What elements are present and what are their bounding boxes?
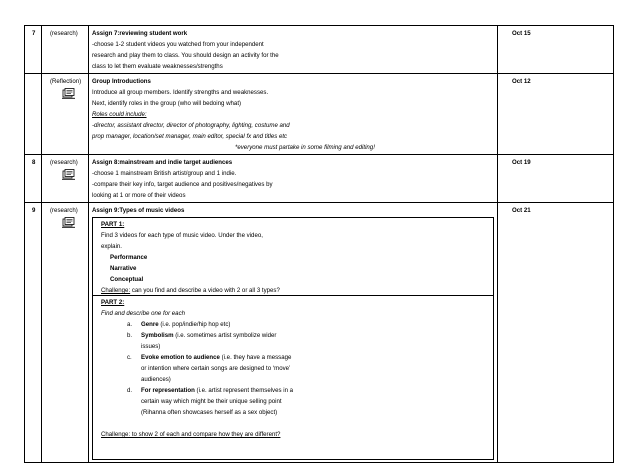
assignment-line: -choose 1 mainstream British artist/group and 1 indie. — [92, 170, 237, 177]
row-number: 7 — [25, 26, 42, 74]
roles-line: prop manager, location/set manager, main editor, special fx and titles etc — [92, 133, 288, 140]
video-type: Conceptual — [110, 276, 144, 283]
part1-line: explain. — [101, 243, 123, 250]
assignment-cell — [89, 74, 498, 155]
assignment-schedule-table — [24, 25, 614, 463]
assignment-title: Assign 9:Types of music videos — [92, 207, 185, 214]
row-number: 9 — [25, 203, 42, 463]
assignment-cell — [89, 26, 498, 74]
item-text-cont: issues) — [141, 343, 161, 350]
activity-type-cell — [42, 155, 89, 203]
activity-type-cell — [42, 203, 89, 463]
assignment-title: Assign 7:reviewing student work — [92, 30, 188, 37]
list-item — [101, 330, 493, 352]
assignment-line: research and play them to class. You should design an activity for the — [92, 52, 279, 59]
item-text-cont: certain way which might be their unique selling point — [141, 398, 282, 405]
item-title: Symbolism — [141, 332, 174, 339]
item-text: (i.e. artist represent themselves in a — [194, 387, 294, 394]
video-type: Narrative — [110, 265, 137, 272]
item-letter: c. — [127, 354, 132, 361]
table-row — [25, 203, 614, 463]
filming-note: *everyone must partake in some filming and editing! — [235, 144, 375, 151]
list-item — [101, 385, 493, 418]
assignment-line: looking at 1 or more of their videos — [92, 192, 186, 199]
part1-heading: PART 1: — [101, 221, 125, 228]
item-text-cont: or intention where certain songs are designed to ‘move’ — [141, 365, 291, 372]
assignment-line: Next, identify roles in the group (who will bedoing what) — [92, 100, 242, 107]
challenge-text: can you find and describe a video with 2 or all 3 types? — [130, 287, 280, 294]
assignment-cell — [89, 155, 498, 203]
handout-icon — [62, 169, 76, 181]
item-text-cont: (Rihanna often showcases herself as a sex object) — [141, 409, 278, 416]
table-row — [25, 155, 614, 203]
assignment-line: class to let them evaluate weaknesses/strengths — [92, 63, 223, 70]
assignment-title: Group Introductions — [92, 78, 151, 85]
item-title: Genre — [141, 321, 159, 328]
list-item — [101, 319, 493, 330]
activity-type: (Reflection) — [50, 78, 82, 85]
item-title: Evoke emotion to audience — [141, 354, 220, 361]
item-title: For representation — [141, 387, 195, 394]
part2-list — [101, 319, 493, 418]
part1-challenge — [101, 285, 493, 296]
row-number: 8 — [25, 155, 42, 203]
due-date: Oct 21 — [498, 203, 614, 463]
table-row — [25, 26, 614, 74]
assignment-line: -choose 1-2 student videos you watched from your independent — [92, 41, 264, 48]
table-row — [25, 74, 614, 155]
handout-icon — [62, 88, 76, 100]
item-text: (i.e. sometimes artist symbolize wider — [173, 332, 277, 339]
list-item — [101, 352, 493, 385]
due-date: Oct 15 — [498, 26, 614, 74]
activity-type: (research) — [42, 26, 89, 74]
activity-type: (research) — [50, 159, 78, 166]
assignment-cell — [89, 203, 498, 463]
due-date: Oct 12 — [498, 74, 614, 155]
part1-box — [92, 217, 494, 296]
part2-challenge: Challenge: to show 2 of each and compare how they are different? — [101, 431, 281, 438]
activity-type: (research) — [50, 207, 78, 214]
video-type: Performance — [110, 254, 148, 261]
assignment-title: Assign 8:mainstream and indie target audiences — [92, 159, 233, 166]
item-text: (i.e. pop/indie/hip hop etc) — [158, 321, 231, 328]
item-text-cont: audiences) — [141, 376, 171, 383]
activity-type-cell — [42, 74, 89, 155]
roles-line: -director, assistant director, director of photography, lighting, costume and — [92, 122, 290, 129]
item-letter: d. — [127, 387, 133, 394]
item-letter: a. — [127, 321, 133, 328]
assignment-line: -compare their key info, target audience and positives/negatives by — [92, 181, 273, 188]
part2-heading: PART 2: — [101, 299, 125, 306]
handout-icon — [62, 217, 76, 229]
assignment-line: Introduce all group members. Identify strengths and weaknesses. — [92, 89, 269, 96]
item-text: (i.e. they have a message — [219, 354, 292, 361]
roles-heading: Roles could include: — [92, 111, 147, 118]
part1-line: Find 3 videos for each type of music video. Under the video, — [101, 232, 263, 239]
challenge-label: Challenge: — [101, 287, 131, 294]
part2-box — [92, 296, 494, 460]
row-number — [25, 74, 42, 155]
part2-intro: Find and describe one for each — [101, 310, 186, 317]
item-letter: b. — [127, 332, 133, 339]
due-date: Oct 19 — [498, 155, 614, 203]
